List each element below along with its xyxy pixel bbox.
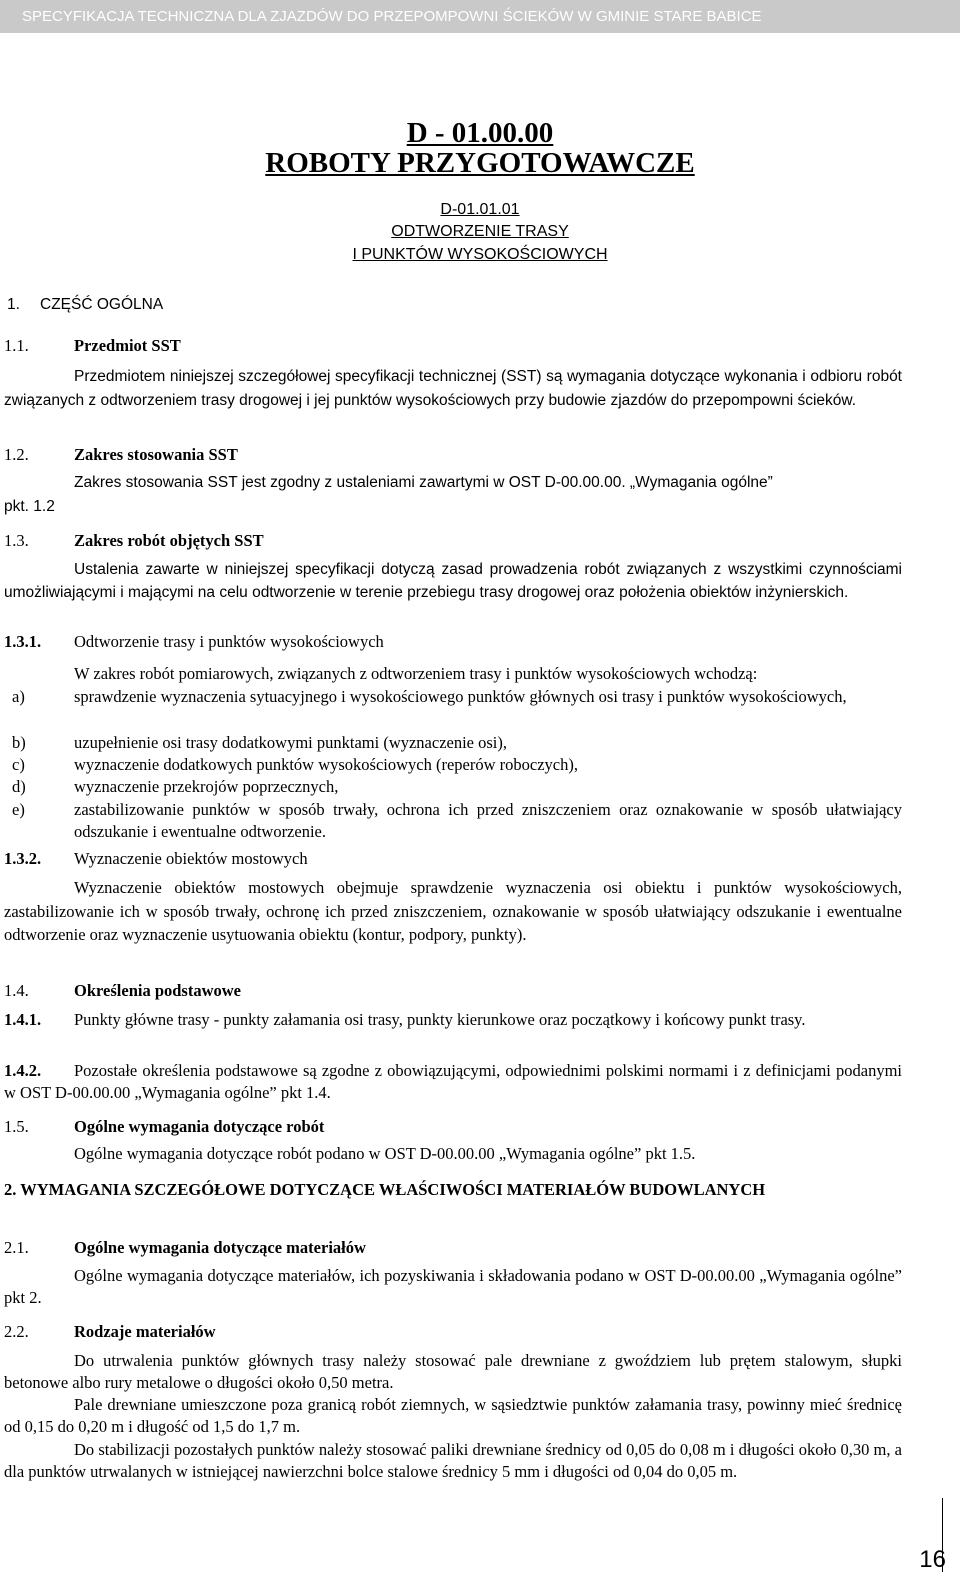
section-heading: Ogólne wymagania dotyczące robót (74, 1117, 325, 1136)
section-number: 2.1. (4, 1238, 29, 1257)
page-number: 16 (919, 1546, 946, 1573)
list-item: zastabilizowanie punktów w sposób trwały, ochrona ich przed zniszczeniem oraz oznakowanie w sposób ułatwiający odszukanie i ewentualne odtworzenie. (74, 800, 902, 841)
section-heading: Przedmiot SST (74, 336, 181, 355)
list-item-label: b) (12, 733, 26, 752)
paragraph: Do utrwalenia punktów głównych trasy należy stosować pale drewniane z gwoździem lub prętem stalowym, słupki betonowe albo rury metalowe o długości około 0,50 metra. (4, 1351, 902, 1392)
spec-title-line2: I PUNKTÓW WYSOKOŚCIOWYCH (352, 246, 608, 263)
list-item-label: c) (12, 755, 25, 774)
section-heading: Zakres stosowania SST (74, 445, 238, 464)
spec-title-line1: ODTWORZENIE TRASY (391, 223, 569, 240)
paragraph: Pale drewniane umieszczone poza granicą robót ziemnych, w sąsiedztwie punktów załamania trasy, powinny mieć średnicę od 0,15 do 0,20 m i długość od 1,5 do 1,7 m. (4, 1395, 902, 1436)
paragraph: Wyznaczenie obiektów mostowych obejmuje sprawdzenie wyznaczenia osi obiektu i punktów wysokościowych, zastabilizowanie ich w sposób trwały, ochronę ich przed zniszczeniem, oznakowanie w sposób ułatwiający odszukanie i ewentualne odtworzenie oraz wyznaczenie usytuowania obiektu (kontur, podpory, punkty). (4, 878, 902, 944)
paragraph-continuation: pkt. 1.2 (4, 498, 55, 515)
paragraph: W zakres robót pomiarowych, związanych z odtworzeniem trasy i punktów wysokościowych wchodzą: (74, 664, 758, 683)
paragraph: Ogólne wymagania dotyczące robót podano w OST D-00.00.00 „Wymagania ogólne” pkt 1.5. (74, 1144, 696, 1163)
section-heading: Zakres robót objętych SST (74, 531, 264, 550)
list-item: wyznaczenie przekrojów poprzecznych, (74, 777, 339, 796)
section-number: 1.3.2. (4, 849, 42, 868)
section-heading: Rodzaje materiałów (74, 1322, 216, 1341)
list-item-label: e) (12, 800, 25, 819)
list-item: uzupełnienie osi trasy dodatkowymi punktami (wyznaczenie osi), (74, 733, 508, 752)
paragraph: Do stabilizacji pozostałych punktów należy stosować paliki drewniane średnicy od 0,05 do 0,08 m i długości około 0,30 m, a dla punktów utrwalanych w istniejącej nawierzchni bolce stalowe średnicy 5 mm i długości od 0,04 do 0,05 m. (4, 1440, 902, 1481)
section-heading: CZĘŚĆ OGÓLNA (40, 296, 164, 313)
section-number: 1.3.1. (4, 632, 42, 651)
paragraph: Zakres stosowania SST jest zgodny z ustaleniami zawartymi w OST D-00.00.00. „Wymagania ogólne” (74, 474, 773, 491)
section-number: 1.2. (4, 445, 29, 464)
spec-code: D-01.01.01 (440, 201, 520, 218)
section-number: 1. (7, 296, 20, 313)
list-item-label: d) (12, 777, 26, 796)
paragraph: Punkty główne trasy - punkty załamania osi trasy, punkty kierunkowe oraz początkowy i końcowy punkt trasy. (74, 1010, 806, 1029)
section-number: 1.1. (4, 336, 29, 355)
section-heading: Ogólne wymagania dotyczące materiałów (74, 1238, 366, 1257)
paragraph: Ogólne wymagania dotyczące materiałów, ich pozyskiwania i składowania podano w OST D-00.00.00 „Wymagania ogólne” pkt 2. (4, 1266, 902, 1307)
section-number: 1.5. (4, 1117, 29, 1136)
paragraph: Przedmiotem niniejszej szczegółowej specyfikacji technicznej (SST) są wymagania dotyczące wykonania i odbioru robót związanych z odtworzeniem trasy drogowej i jej punktów wysokościowych przy budowie zjazdów do przepompowni ścieków. (4, 368, 902, 409)
paragraph: Ustalenia zawarte w niniejszej specyfikacji dotyczą zasad prowadzenia robót związanych z wszystkimi czynnościami umożliwiającymi i mającymi na celu odtworzenie w terenie przebiegu trasy drogowej oraz położenia obiektów inżynierskich. (4, 561, 902, 601)
section-heading: Odtworzenie trasy i punktów wysokościowych (74, 632, 384, 651)
section-number: 1.4.2. (4, 1061, 42, 1080)
list-item: wyznaczenie dodatkowych punktów wysokościowych (reperów roboczych), (74, 755, 578, 774)
section-heading: Wyznaczenie obiektów mostowych (74, 849, 308, 868)
chapter-code: D - 01.00.00 (406, 117, 554, 149)
list-item: sprawdzenie wyznaczenia sytuacyjnego i wysokościowego punktów głównych osi trasy i punktów wysokościowych, (74, 687, 847, 706)
running-header: SPECYFIKACJA TECHNICZNA DLA ZJAZDÓW DO PRZEPOMPOWNI ŚCIEKÓW W GMINIE STARE BABICE (0, 0, 960, 33)
section-number: 1.4.1. (4, 1010, 42, 1029)
list-item-label: a) (12, 687, 25, 706)
chapter-title: ROBOTY PRZYGOTOWAWCZE (265, 147, 695, 179)
section-number: 1.3. (4, 531, 29, 550)
section-heading: Określenia podstawowe (74, 981, 241, 1000)
section-number: 2.2. (4, 1322, 29, 1341)
section-number: 1.4. (4, 981, 29, 1000)
chapter-heading: 2. WYMAGANIA SZCZEGÓŁOWE DOTYCZĄCE WŁAŚCIWOŚCI MATERIAŁÓW BUDOWLANYCH (4, 1180, 766, 1199)
paragraph: Pozostałe określenia podstawowe są zgodne z obowiązującymi, odpowiednimi polskimi normami i z definicjami podanymi w OST D-00.00.00 „Wymagania ogólne” pkt 1.4. (4, 1061, 902, 1102)
